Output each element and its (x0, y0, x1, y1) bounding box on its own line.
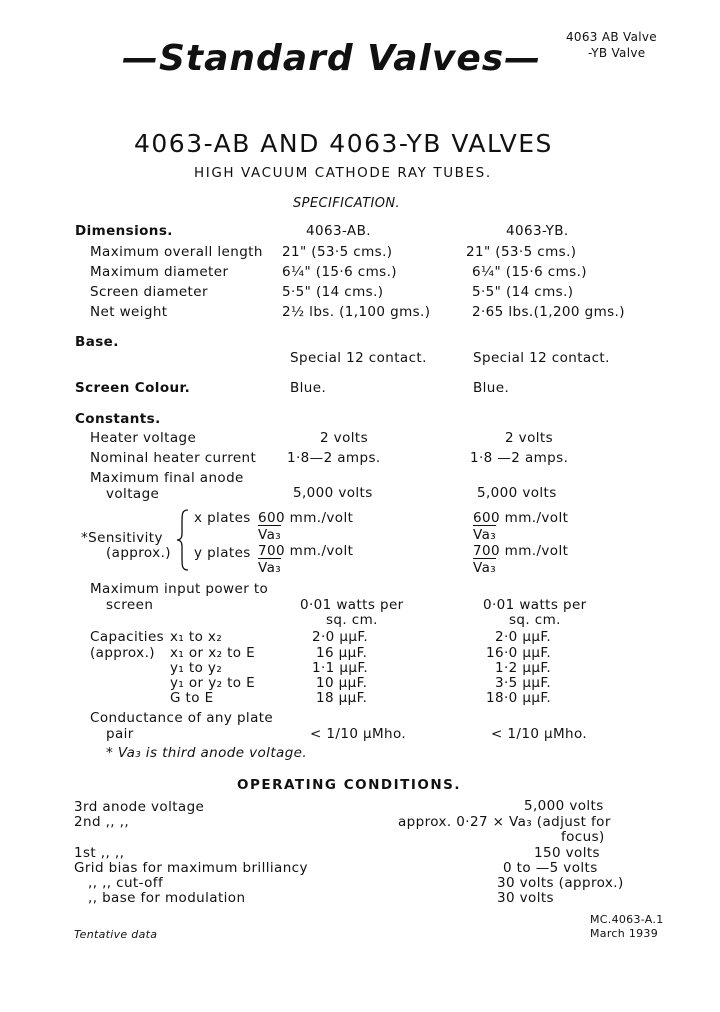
footnote: * Va₃ is third anode voltage. (106, 745, 308, 761)
capacities-label: Capacities (90, 629, 165, 645)
conductance-ab: < 1/10 μMho. (310, 726, 407, 742)
final-anode-label-line1: Maximum final anode (90, 470, 244, 486)
dim-value-yb: 2·65 lbs.(1,200 gms.) (472, 304, 625, 320)
dim-label: Maximum diameter (90, 264, 229, 280)
fraction-unit: mm./volt (504, 543, 569, 559)
dim-value-yb: 6¼" (15·6 cms.) (472, 264, 587, 280)
dim-value-ab: 21" (53·5 cms.) (282, 244, 393, 260)
y-plates-label: y plates (194, 545, 251, 561)
page-subtitle: HIGH VACUUM CATHODE RAY TUBES. (194, 165, 492, 181)
corner-label-yb: -YB Valve (588, 46, 646, 60)
specification-label: SPECIFICATION. (293, 196, 401, 211)
tentative-data-note: Tentative data (74, 928, 158, 941)
final-anode-label-line2: voltage (106, 486, 160, 502)
heater-current-yb: 1·8 —2 amps. (470, 450, 569, 466)
capacity-yb: 18·0 μμF. (486, 690, 552, 706)
final-anode-ab: 5,000 volts (293, 485, 373, 501)
dim-value-yb: 5·5" (14 cms.) (472, 284, 574, 300)
sensitivity-y-ab-den: Va₃ (258, 560, 282, 576)
dim-label: Screen diameter (90, 284, 208, 300)
operating-value: 30 volts (497, 890, 554, 906)
fraction-numerator: 600 (258, 510, 285, 526)
dimensions-heading: Dimensions. (75, 223, 173, 239)
capacity-pair-label: x₁ or x₂ to E (170, 645, 256, 661)
capacity-yb: 3·5 μμF. (495, 675, 552, 691)
capacity-pair-label: x₁ to x₂ (170, 629, 223, 645)
sensitivity-y-yb (473, 543, 568, 559)
final-anode-yb: 5,000 volts (477, 485, 557, 501)
fraction-numerator: 700 (473, 543, 500, 559)
operating-value: 30 volts (approx.) (497, 875, 624, 891)
conductance-yb: < 1/10 μMho. (491, 726, 588, 742)
operating-value: 150 volts (534, 845, 600, 861)
operating-label: ,, base for modulation (88, 890, 246, 906)
operating-value: approx. 0·27 × Va₃ (adjust for (398, 814, 611, 830)
operating-label: 1st ,, ,, (74, 845, 125, 861)
document-date: March 1939 (590, 927, 659, 940)
dim-label: Net weight (90, 304, 168, 320)
input-power-ab-line2: sq. cm. (326, 612, 378, 628)
corner-label-ab: 4063 AB Valve (566, 30, 657, 44)
input-power-ab-line1: 0·01 watts per (300, 597, 404, 613)
input-power-label-line2: screen (106, 597, 154, 613)
capacity-yb: 16·0 μμF. (486, 645, 552, 661)
operating-value: 5,000 volts (524, 798, 604, 814)
capacity-yb: 1·2 μμF. (495, 660, 552, 676)
screen-colour-heading: Screen Colour. (75, 380, 191, 396)
capacities-approx-label: (approx.) (90, 645, 155, 661)
screen-colour-yb: Blue. (473, 380, 510, 396)
dim-label: Maximum overall length (90, 244, 263, 260)
page-title: 4063-AB AND 4063-YB VALVES (134, 129, 553, 158)
capacity-ab: 18 μμF. (316, 690, 368, 706)
fraction-numerator: 600 (473, 510, 500, 526)
operating-label: 2nd ,, ,, (74, 814, 130, 830)
heater-current-ab: 1·8—2 amps. (287, 450, 381, 466)
operating-value: 0 to —5 volts (503, 860, 598, 876)
sensitivity-x-ab-den: Va₃ (258, 527, 282, 543)
capacity-yb: 2·0 μμF. (495, 629, 552, 645)
fraction-numerator: 700 (258, 543, 285, 559)
operating-label: ,, ,, cut-off (88, 875, 164, 891)
sensitivity-y-ab (258, 543, 353, 559)
document-reference: MC.4063-A.1 (590, 913, 664, 926)
capacity-ab: 2·0 μμF. (312, 629, 369, 645)
sensitivity-approx-label: (approx.) (106, 545, 171, 561)
sensitivity-x-ab (258, 510, 353, 526)
heater-voltage-label: Heater voltage (90, 430, 197, 446)
sensitivity-label: *Sensitivity (81, 530, 163, 546)
input-power-yb-line2: sq. cm. (509, 612, 561, 628)
capacity-pair-label: y₁ to y₂ (170, 660, 223, 676)
fraction-unit: mm./volt (289, 543, 354, 559)
base-value-yb: Special 12 contact. (473, 350, 610, 366)
operating-label: Grid bias for maximum brilliancy (74, 860, 308, 876)
dim-value-ab: 2½ lbs. (1,100 gms.) (282, 304, 431, 320)
sensitivity-y-yb-den: Va₃ (473, 560, 497, 576)
operating-value-continued: focus) (561, 829, 605, 845)
brand-logo: —Standard Valves— (122, 38, 542, 79)
fraction-unit: mm./volt (289, 510, 354, 526)
sensitivity-x-yb (473, 510, 568, 526)
conductance-label-line2: pair (106, 726, 134, 742)
input-power-label-line1: Maximum input power to (90, 581, 269, 597)
x-plates-label: x plates (194, 510, 251, 526)
constants-heading: Constants. (75, 411, 161, 427)
fraction-unit: mm./volt (504, 510, 569, 526)
screen-colour-ab: Blue. (290, 380, 327, 396)
conductance-label-line1: Conductance of any plate (90, 710, 274, 726)
input-power-yb-line1: 0·01 watts per (483, 597, 587, 613)
capacity-ab: 16 μμF. (316, 645, 368, 661)
column-header-ab: 4063-AB. (306, 223, 371, 239)
heater-voltage-ab: 2 volts (320, 430, 369, 446)
base-value-ab: Special 12 contact. (290, 350, 427, 366)
dim-value-ab: 6¼" (15·6 cms.) (282, 264, 397, 280)
operating-label: 3rd anode voltage (74, 799, 205, 815)
capacity-pair-label: y₁ or y₂ to E (170, 675, 256, 691)
operating-heading: OPERATING CONDITIONS. (237, 777, 461, 793)
column-header-yb: 4063-YB. (506, 223, 569, 239)
sensitivity-x-yb-den: Va₃ (473, 527, 497, 543)
capacity-ab: 1·1 μμF. (312, 660, 369, 676)
capacity-pair-label: G to E (170, 690, 214, 706)
dim-value-ab: 5·5" (14 cms.) (282, 284, 384, 300)
heater-voltage-yb: 2 volts (505, 430, 554, 446)
dim-value-yb: 21" (53·5 cms.) (466, 244, 577, 260)
capacity-ab: 10 μμF. (316, 675, 368, 691)
base-heading: Base. (75, 334, 119, 350)
heater-current-label: Nominal heater current (90, 450, 257, 466)
sensitivity-brace (176, 508, 190, 572)
